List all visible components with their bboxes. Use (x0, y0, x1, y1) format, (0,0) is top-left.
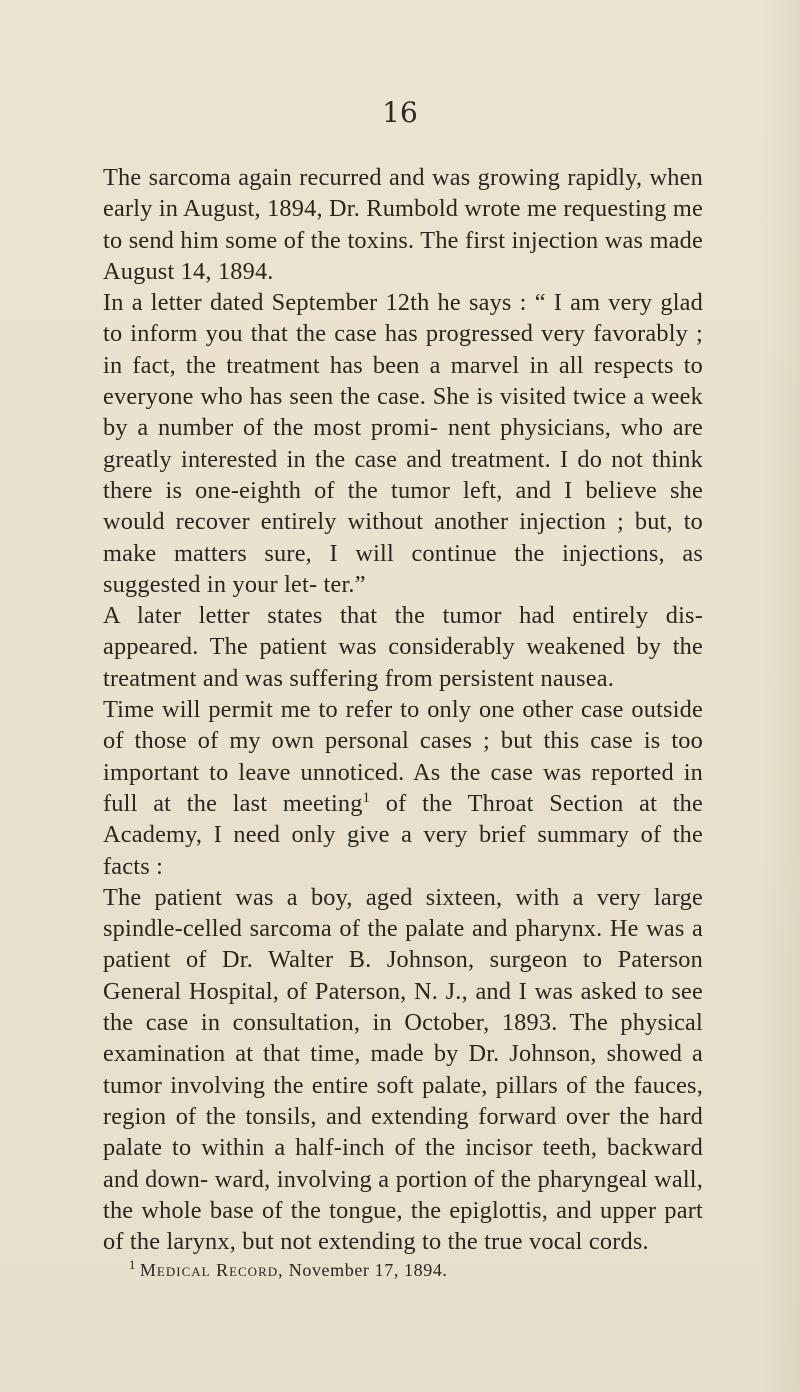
footnote-reference-marker: 1 (362, 789, 371, 806)
body-text (103, 162, 703, 1283)
footnote-marker: 1 (129, 1258, 136, 1273)
paragraph-3: A later letter states that the tumor had entirely dis- appeared. The patient was considerably weakened by the treatment and was suffering from persistent nausea. (103, 602, 703, 692)
paragraph-4 (103, 694, 703, 882)
page-number: 16 (382, 96, 418, 129)
paragraph-4-text-before: Time will permit me to refer to only one other case outside of those of my own personal cases ; but this case is too important to leave unnoticed. As the case was reported in full at the last meeting (103, 696, 703, 817)
paragraph-1: The sarcoma again recurred and was growing rapidly, when early in August, 1894, Dr. Rumbold wrote me requesting me to send him some of the toxins. The first injection was made August 14, 1894. (103, 164, 703, 285)
footnote-date: November 17, 1894. (288, 1260, 448, 1281)
footnote (103, 1257, 703, 1283)
paragraph-2: In a letter dated September 12th he says : “ I am very glad to inform you that the case has progressed very favorably ; in fact, the treatment has been a marvel in all respects to everyone who has seen the case. She is visited twice a week by a number of the most promi- nent physicians, who are greatly interested in the case and treatment. I do not think there is one-eighth of the tumor left, and I believe she would recover entirely without another injection ; but, to make matters sure, I will continue the injections, as suggested in your let- ter.” (103, 289, 703, 598)
paragraph-4-text-after: of the Throat Section at the Academy, I need only give a very brief summary of the facts : (103, 789, 704, 880)
paragraph-5: The patient was a boy, aged sixteen, with a very large spindle-celled sarcoma of the palate and pharynx. He was a patient of Dr. Walter B. Johnson, surgeon to Paterson General Hospital, of Paterson, N. J., and I was asked to see the case in consultation, in October, 1893. The physical examination at that time, made by Dr. Johnson, showed a tumor involving the entire soft palate, pillars of the fauces, region of the tonsils, and extending forward over the hard palate to within a half-inch of the incisor teeth, backward and down- ward, involving a portion of the pharyngeal wall, the whole base of the tongue, the epiglottis, and upper part of the larynx, but not extending to the true vocal cords. (103, 883, 703, 1256)
footnote-source: Medical Record, (139, 1260, 284, 1281)
page-edge-shadow (760, 0, 800, 1392)
